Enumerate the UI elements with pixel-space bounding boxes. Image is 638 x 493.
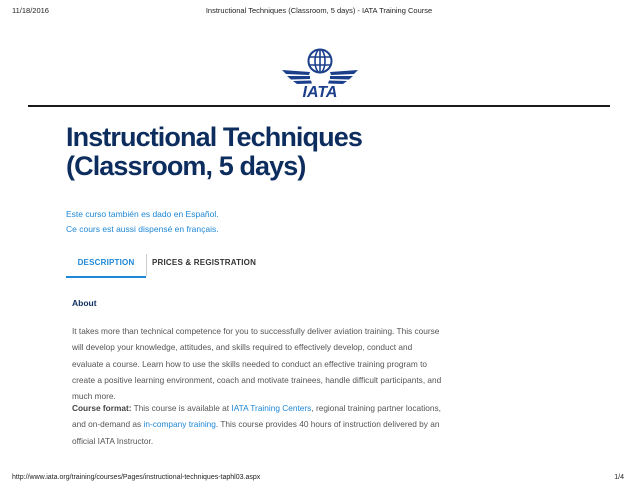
tab-prices-registration[interactable]: PRICES & REGISTRATION [152, 258, 257, 267]
iata-globe-wings-icon [280, 44, 360, 100]
description-line: much more. [72, 391, 116, 402]
french-course-link[interactable]: Ce cours est aussi dispensé en français. [66, 224, 219, 234]
course-tabs [66, 254, 586, 276]
print-header [0, 6, 638, 18]
page-title-line-2: (Classroom, 5 days) [66, 151, 306, 181]
spanish-course-link[interactable]: Este curso también es dado en Español. [66, 209, 219, 219]
about-heading: About [72, 298, 97, 308]
page-title [66, 123, 586, 181]
in-company-training-link[interactable]: in-company training [143, 419, 216, 430]
page-number: 1/4 [614, 474, 624, 481]
course-format-line: official IATA Instructor. [72, 435, 154, 446]
description-line: will develop your knowledge, attitudes, and skills required to effectively develop, conduct and [72, 342, 413, 353]
course-description [72, 323, 462, 404]
description-line: It takes more than technical competence for you to successfully deliver aviation training. This course [72, 326, 440, 336]
print-footer [0, 474, 638, 486]
tab-description[interactable]: DESCRIPTION [66, 254, 146, 278]
course-format-line: and on-demand as in-company training. This course provides 40 hours of instruction delivered by an [72, 419, 440, 430]
header-divider [28, 105, 610, 107]
iata-logo[interactable] [280, 44, 360, 100]
description-line: evaluate a course. Learn how to use the skills needed to conduct an effective training program to [72, 358, 427, 369]
course-format [72, 400, 462, 449]
logo-text: IATA [302, 84, 338, 100]
print-page-title: Instructional Techniques (Classroom, 5 days) - IATA Training Course [205, 6, 433, 15]
course-format-line: Course format: This course is available at IATA Training Centers, regional training partner locations, [72, 403, 441, 413]
iata-training-centers-link[interactable]: IATA Training Centers [231, 403, 312, 413]
print-url: http://www.iata.org/training/courses/Pages/instructional-techniques-taphl03.aspx [12, 474, 261, 481]
page-title-line-1: Instructional Techniques [66, 122, 362, 152]
print-date: 11/18/2016 [12, 6, 49, 15]
course-format-label: Course format: [72, 403, 132, 413]
tab-separator [146, 254, 147, 276]
description-line: create a positive learning environment, coach and motivate trainees, handle difficult participants, and [72, 374, 442, 385]
